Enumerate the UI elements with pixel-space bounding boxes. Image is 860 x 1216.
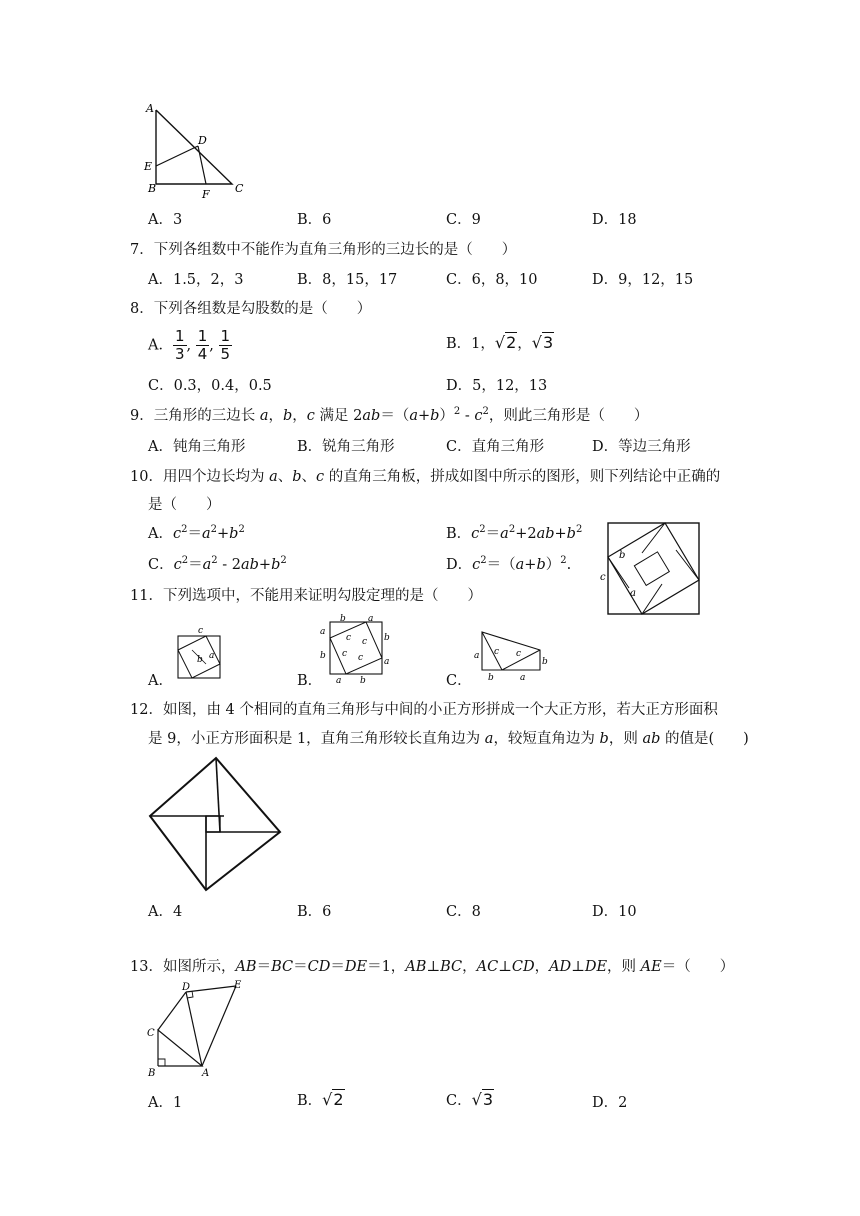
q6-option-d: D．18: [592, 212, 637, 228]
q6-label-C: C: [235, 182, 244, 195]
q11-stem: 11．下列选项中，不能用来证明勾股定理的是（ ）: [130, 588, 482, 604]
q12-stem-line1: 12．如图，由 4 个相同的直角三角形与中间的小正方形拼成一个大正方形，若大正方形面积: [130, 702, 718, 718]
q13-option-c: C．√3: [446, 1090, 493, 1109]
q9-option-b: B．锐角三角形: [297, 439, 395, 455]
q10-option-d: D．$c^2=(a+b)^2$.: [446, 555, 572, 573]
svg-text:c: c: [198, 626, 204, 636]
q10-stem: 10．用四个边长均为 a、b、c 的直角三角板，拼成如图中所示的图形，则下列结论中正确的: [130, 469, 721, 485]
q12-square-figure: [146, 754, 286, 894]
q10-option-b: B．$c^2=a^2+2ab+b^2$: [446, 524, 583, 542]
q7-option-b: B．8，15，17: [297, 272, 398, 288]
q11-figure-c: [470, 626, 558, 682]
q6-option-a: A．3: [148, 212, 183, 228]
q8-option-c: C．0.3，0.4，0.5: [148, 378, 272, 394]
q13-figure: [142, 978, 258, 1082]
q10-square-figure: [596, 520, 706, 616]
svg-text:c: c: [342, 649, 348, 659]
svg-text:b: b: [360, 676, 366, 684]
q12-option-b: B．6: [297, 904, 332, 920]
q8-option-a: A． $\frac{1}{3}$ , $\frac{1}{4}$ , $\frac{1}{5}$: [148, 327, 231, 363]
svg-text:a: a: [384, 657, 390, 667]
svg-text:c: c: [362, 637, 368, 647]
svg-text:a: a: [209, 651, 215, 661]
q6-label-B: B: [148, 182, 157, 195]
q10-stem-line2: 是（ ）: [148, 497, 221, 513]
q8-option-b: B．1，√2，√3: [446, 333, 554, 352]
svg-text:C: C: [147, 1028, 155, 1039]
svg-text:a: a: [368, 614, 374, 624]
q6-label-E: E: [144, 160, 153, 173]
svg-text:E: E: [234, 980, 242, 991]
q10-option-c: C．$c^2=a^2 - 2ab+b^2$: [148, 555, 287, 573]
q6-triangle-figure: [140, 100, 260, 200]
q11-figure-b: [318, 612, 392, 684]
svg-text:a: a: [336, 676, 342, 684]
svg-text:c: c: [494, 647, 500, 657]
svg-text:b: b: [320, 651, 326, 661]
q6-option-c: C．9: [446, 212, 481, 228]
q9-stem: 9．三角形的三边长 a，b，c 满足 $2ab=(a+b)^2 - c^2$，则此三角形是（ ）: [130, 406, 649, 424]
q12-option-d: D．10: [592, 904, 637, 920]
q12-option-a: A．4: [148, 904, 183, 920]
q11-option-b: B．: [297, 673, 323, 689]
svg-text:b: b: [384, 633, 390, 643]
svg-text:b: b: [340, 614, 346, 624]
svg-text:a: a: [630, 588, 636, 599]
q9-option-a: A．钝角三角形: [148, 439, 246, 455]
q7-option-c: C．6，8，10: [446, 272, 538, 288]
q11-option-c: C．: [446, 673, 472, 689]
svg-text:D: D: [182, 982, 191, 993]
q12-stem-line2: 是 9，小正方形面积是 1，直角三角形较长直角边为 a，较短直角边为 b，则 ab 的值是( ): [148, 731, 749, 747]
q8-option-d: D．5，12，13: [446, 378, 548, 394]
q9-option-d: D．等边三角形: [592, 439, 691, 455]
svg-text:b: b: [542, 657, 548, 667]
svg-text:a: a: [520, 673, 526, 682]
q6-option-b: B．6: [297, 212, 332, 228]
q11-figure-a: [172, 624, 232, 680]
q11-option-a: A．: [148, 673, 173, 689]
svg-text:a: a: [474, 651, 480, 661]
svg-text:A: A: [202, 1068, 210, 1079]
q13-option-b: B．√2: [297, 1090, 344, 1109]
svg-text:b: b: [488, 673, 494, 682]
q7-stem: 7．下列各组数中不能作为直角三角形的三边长的是（ ）: [130, 242, 517, 258]
q13-option-a: A．1: [148, 1095, 183, 1111]
svg-text:c: c: [358, 653, 364, 663]
q8-stem: 8．下列各组数是勾股数的是（ ）: [130, 301, 372, 317]
q13-stem: 13．如图所示，AB＝BC＝CD＝DE＝1，AB⊥BC，AC⊥CD，AD⊥DE，则 AE＝（ ）: [130, 959, 735, 975]
q6-label-F: F: [202, 188, 210, 200]
svg-text:b: b: [619, 550, 626, 561]
svg-text:B: B: [148, 1068, 156, 1079]
svg-text:a: a: [320, 627, 326, 637]
q7-option-a: A．1.5，2，3: [148, 272, 244, 288]
q6-label-A: A: [146, 102, 154, 115]
q7-option-d: D．9，12，15: [592, 272, 694, 288]
q6-label-D: D: [198, 134, 207, 147]
svg-text:c: c: [346, 633, 352, 643]
svg-text:c: c: [516, 649, 522, 659]
q12-option-c: C．8: [446, 904, 481, 920]
svg-text:c: c: [600, 572, 606, 583]
q9-option-c: C．直角三角形: [446, 439, 545, 455]
q10-option-a: A．$c^2=a^2+b^2$: [148, 524, 245, 542]
svg-text:b: b: [197, 655, 203, 665]
q13-option-d: D．2: [592, 1095, 628, 1111]
